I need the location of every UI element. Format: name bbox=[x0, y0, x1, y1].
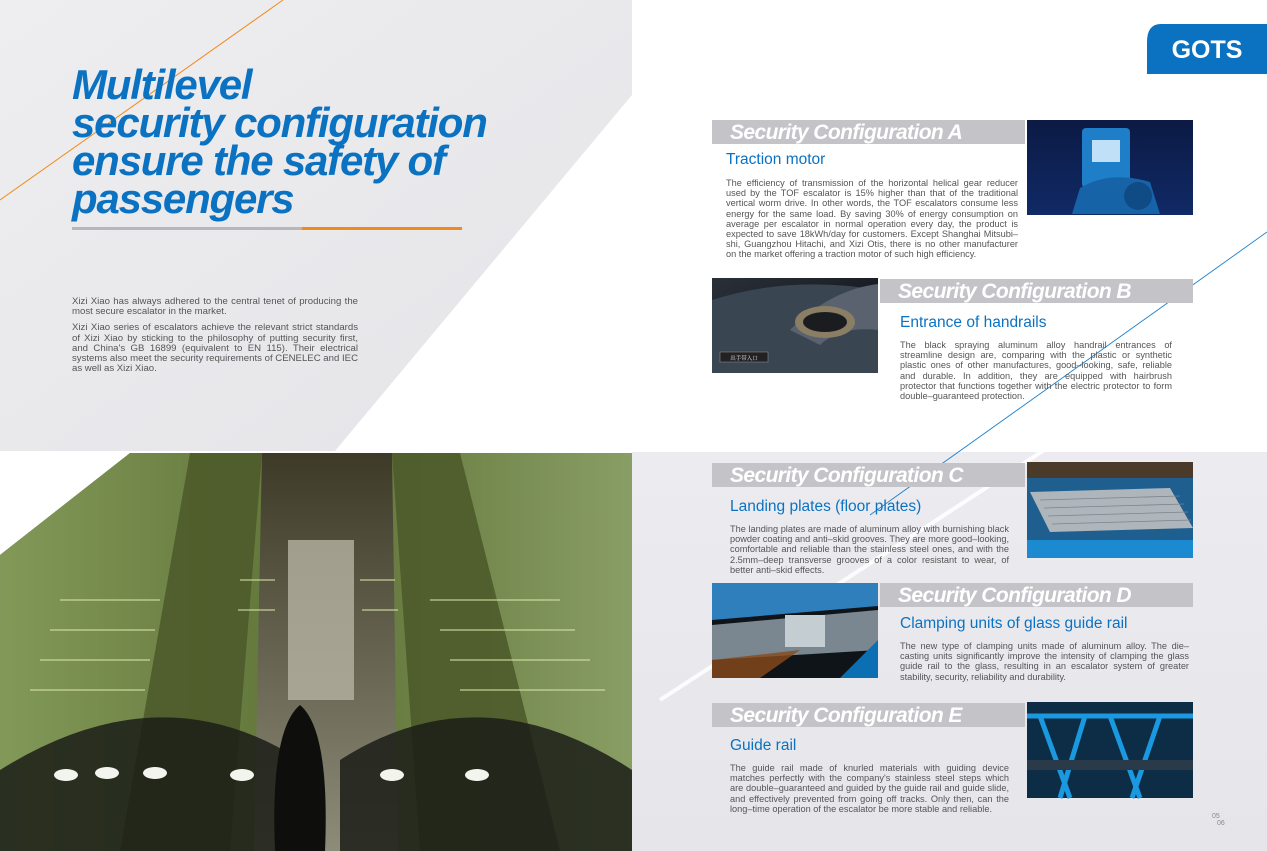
section-e-banner bbox=[712, 703, 1025, 727]
section-c-banner bbox=[712, 463, 1025, 487]
section-e-body: The guide rail made of knurled materials with guiding device matches perfectly with the company's stainless steel steps which are double–guaranteed and guided by the guide rail and guide slide, and effectively prevented from going off tracks. Only then, can the long–time operation of the escalator be more stable and reliable. bbox=[730, 763, 1009, 814]
section-c-banner-label: Security Configuration C bbox=[730, 464, 963, 487]
page-number-bottom: 06 bbox=[1217, 820, 1225, 827]
section-a-banner bbox=[712, 120, 1025, 144]
section-b-banner bbox=[880, 279, 1193, 303]
intro-paragraph-2: Xizi Xiao series of escalators achieve the relevant strict standards of Xizi Xiao by sticking to the philosophy of putting security first, and China's GB 16899 (equivalent to EN 115). Their electrical systems also meet the security requirements of CENELEC and IEC as well as Xizi Xiao. bbox=[72, 322, 358, 375]
headline-line-2: security configuration bbox=[72, 99, 487, 146]
section-b-subtitle: Entrance of handrails bbox=[900, 314, 1047, 331]
section-a-banner-label: Security Configuration A bbox=[730, 121, 963, 144]
handrail-photo-sign: 出手带入口 bbox=[730, 356, 758, 362]
gots-logo bbox=[1147, 24, 1267, 74]
section-b-banner-label: Security Configuration B bbox=[898, 280, 1131, 303]
clamping-units-photo bbox=[712, 583, 878, 678]
page-headline bbox=[72, 61, 502, 222]
headline-rule-orange bbox=[302, 227, 462, 230]
guide-rail-photo bbox=[1027, 702, 1193, 798]
intro-text bbox=[72, 297, 358, 380]
logo-text: GOTS bbox=[1171, 36, 1243, 64]
page-number-top: 05 bbox=[1212, 813, 1220, 820]
intro-paragraph-1: Xizi Xiao has always adhered to the central tenet of producing the most secure escalator in the market. bbox=[72, 296, 358, 318]
section-a-body: The efficiency of transmission of the horizontal helical gear reducer used by the TOF escalator is 15% higher than that of the traditional vertical worm drive. In other words, the TOF escalators consume less energy for the same load. By saving 30% of energy consumption on average per escalator in normal operation every day, the product is expected to save 18kWh/day for customers. Except Shanghai Mitsubi–shi, Guangzhou Hitachi, and Xizi Otis, there is no other manufacturer on the market offering a traction motor of such high efficiency. bbox=[726, 178, 1018, 260]
section-c-subtitle: Landing plates (floor plates) bbox=[730, 498, 922, 515]
section-b-body: The black spraying aluminum alloy handrail entrances of streamline design are, comparing with the plastic or synthetic plastic ones of other manufactures, good–looking, safe, reliable and durable. In addition, they are equipped with hairbrush protector that functions together with the electric protector to form double–guaranteed protection. bbox=[900, 340, 1172, 402]
section-d-subtitle: Clamping units of glass guide rail bbox=[900, 615, 1128, 632]
section-d-banner bbox=[880, 583, 1193, 607]
escalator-photo bbox=[0, 453, 632, 851]
section-d-body: The new type of clamping units made of aluminum alloy. The die–casting units significantly improve the intensity of clamping the glass guide rail to the glass, resulting in an escalator system of greater stability, security, reliability and durability. bbox=[900, 641, 1189, 682]
landing-plates-photo bbox=[1027, 462, 1193, 558]
section-c-body: The landing plates are made of aluminum alloy with burnishing black powder coating and anti–skid grooves. They are more good–looking, comfortable and reliable than the stainless steel ones, and with the 2.5mm–deep transverse grooves of a color resistant to wear, of better anti–skid effects. bbox=[730, 524, 1009, 575]
headline-line-1: Multilevel bbox=[72, 61, 252, 108]
headline-line-3: ensure the safety of bbox=[72, 137, 445, 184]
headline-rule-grey bbox=[72, 227, 302, 230]
section-e-banner-label: Security Configuration E bbox=[730, 704, 962, 727]
section-e-subtitle: Guide rail bbox=[730, 737, 797, 754]
section-d-banner-label: Security Configuration D bbox=[898, 584, 1131, 607]
handrail-entrance-photo bbox=[712, 278, 878, 373]
page-number bbox=[1212, 813, 1225, 827]
headline-line-4: passengers bbox=[72, 175, 294, 222]
traction-motor-photo bbox=[1027, 120, 1193, 215]
section-a-subtitle: Traction motor bbox=[726, 151, 826, 168]
